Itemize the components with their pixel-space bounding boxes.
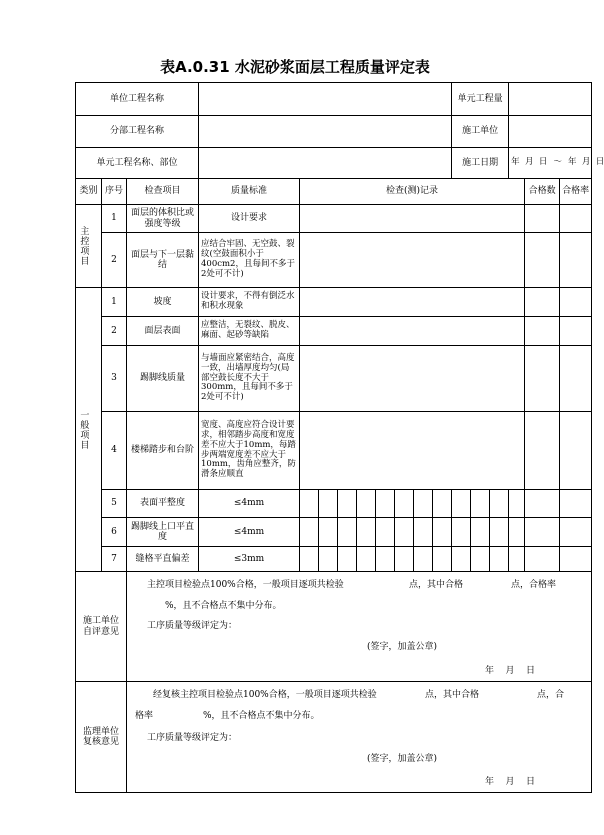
- unit-work-label: 单元工程量: [452, 83, 509, 116]
- pass-count-cell[interactable]: [525, 518, 560, 547]
- supervision-line1-b: 点，其中合格: [425, 690, 480, 700]
- supervision-line1-c: 点，合: [537, 690, 565, 700]
- col-pass-rate: 合格率: [560, 179, 592, 205]
- item-cell: 面层的体积比或强度等级: [127, 205, 199, 233]
- pass-count-cell[interactable]: [525, 205, 560, 233]
- table-row: [76, 490, 592, 518]
- pass-rate-cell[interactable]: [560, 288, 592, 317]
- construction-line1-b: 点，其中合格: [409, 580, 464, 590]
- item-cell: 踢脚线上口平直度: [127, 518, 199, 547]
- unit-work-value[interactable]: [509, 83, 592, 116]
- supervision-line2-b: %，且不合格点不集中分布。: [203, 711, 320, 721]
- supervision-signature: (签字，加盖公章): [367, 754, 438, 764]
- measure-cell[interactable]: [376, 518, 395, 547]
- form-title: 表A.0.31 水泥砂浆面层工程质量评定表: [160, 58, 430, 76]
- construction-opinion-label: 施工单位自评意见: [76, 572, 127, 682]
- measure-cell[interactable]: [357, 547, 376, 572]
- construction-line2: %，且不合格点不集中分布。: [165, 601, 282, 611]
- table-row: [76, 412, 592, 490]
- seq-cell: 2: [102, 233, 127, 288]
- construction-date: 年 月 日: [485, 666, 535, 676]
- standard-cell: 设计要求，不得有倒泛水和积水现象: [199, 288, 300, 317]
- records-cell[interactable]: [300, 233, 525, 288]
- supervision-date: 年 月 日: [485, 777, 535, 787]
- standard-cell: 设计要求: [199, 205, 300, 233]
- records-cell[interactable]: [300, 205, 525, 233]
- pass-count-cell[interactable]: [525, 547, 560, 572]
- table-row: [76, 547, 592, 572]
- pass-rate-cell[interactable]: [560, 346, 592, 412]
- measure-cell[interactable]: [490, 547, 509, 572]
- table-row: [76, 233, 592, 288]
- pass-rate-cell[interactable]: [560, 233, 592, 288]
- supervision-opinion-row: [76, 682, 592, 793]
- measure-cell[interactable]: [452, 490, 471, 518]
- sub-project-value[interactable]: [199, 116, 452, 148]
- item-cell: 缝格平直偏差: [127, 547, 199, 572]
- pass-count-cell[interactable]: [525, 412, 560, 490]
- header-row-unit-part: [76, 148, 592, 179]
- standard-cell: 与墙面应紧密结合，高度一致，出墙厚度均匀(局部空鼓长度不大于300mm，且每间不多于2处可不计): [199, 346, 300, 412]
- pass-count-cell[interactable]: [525, 288, 560, 317]
- measure-cell[interactable]: [509, 518, 525, 547]
- measure-cell[interactable]: [300, 518, 319, 547]
- supervision-line3: 工序质量等级评定为：: [147, 733, 238, 743]
- unit-project-label: 单位工程名称: [76, 83, 199, 116]
- measure-cell[interactable]: [452, 547, 471, 572]
- measure-cell[interactable]: [338, 547, 357, 572]
- column-header-row: [76, 179, 592, 205]
- pass-count-cell[interactable]: [525, 490, 560, 518]
- seq-cell: 1: [102, 205, 127, 233]
- seq-cell: 4: [102, 412, 127, 490]
- measure-cell[interactable]: [414, 518, 433, 547]
- measure-cell[interactable]: [357, 518, 376, 547]
- pass-rate-cell[interactable]: [560, 490, 592, 518]
- pass-count-cell[interactable]: [525, 317, 560, 346]
- pass-rate-cell[interactable]: [560, 547, 592, 572]
- col-item: 检查项目: [127, 179, 199, 205]
- measure-cell[interactable]: [471, 518, 490, 547]
- supervision-opinion-label: 监理单位复核意见: [76, 682, 127, 793]
- measure-cell[interactable]: [471, 547, 490, 572]
- item-cell: 踢脚线质量: [127, 346, 199, 412]
- header-row-sub-project: [76, 116, 592, 148]
- construction-date-label: 施工日期: [452, 148, 509, 179]
- unit-project-value[interactable]: [199, 83, 452, 116]
- item-cell: 表面平整度: [127, 490, 199, 518]
- measure-cell[interactable]: [319, 518, 338, 547]
- col-seq: 序号: [102, 179, 127, 205]
- header-row-unit-project: [76, 83, 592, 116]
- measure-cell[interactable]: [471, 490, 490, 518]
- measure-cell[interactable]: [509, 547, 525, 572]
- unit-name-part-value[interactable]: [199, 148, 452, 179]
- measure-cell[interactable]: [433, 490, 452, 518]
- standard-cell: ≤3mm: [199, 547, 300, 572]
- construction-opinion-content[interactable]: [127, 572, 592, 682]
- measure-cell[interactable]: [490, 490, 509, 518]
- standard-cell: 应整洁，无裂纹、脱皮、麻面、起砂等缺陷: [199, 317, 300, 346]
- measure-cell[interactable]: [338, 518, 357, 547]
- measure-cell[interactable]: [357, 490, 376, 518]
- table-row: [76, 205, 592, 233]
- pass-rate-cell[interactable]: [560, 518, 592, 547]
- standard-cell: ≤4mm: [199, 518, 300, 547]
- supervision-line1-a: 经复核主控项目检验点100%合格，一般项目逐项共检验: [153, 690, 377, 700]
- measure-cell[interactable]: [490, 518, 509, 547]
- seq-cell: 2: [102, 317, 127, 346]
- standard-cell: ≤4mm: [199, 490, 300, 518]
- item-cell: 面层与下一层黏结: [127, 233, 199, 288]
- construction-line1-a: 主控项目检验点100%合格，一般项目逐项共检验: [147, 580, 344, 590]
- seq-cell: 1: [102, 288, 127, 317]
- col-category: 类别: [76, 179, 102, 205]
- table-row: [76, 288, 592, 317]
- sub-project-label: 分部工程名称: [76, 116, 199, 148]
- measure-cell[interactable]: [376, 490, 395, 518]
- table-row: [76, 518, 592, 547]
- measure-cell[interactable]: [414, 490, 433, 518]
- measure-cell[interactable]: [376, 547, 395, 572]
- general-category-cell: 一般项目: [76, 288, 102, 572]
- records-cell[interactable]: [300, 317, 525, 346]
- pass-rate-cell[interactable]: [560, 205, 592, 233]
- table-row: [76, 346, 592, 412]
- construction-signature: (签字，加盖公章): [367, 642, 438, 652]
- pass-rate-cell[interactable]: [560, 317, 592, 346]
- item-cell: 坡度: [127, 288, 199, 317]
- measure-cell[interactable]: [433, 547, 452, 572]
- col-standard: 质量标准: [199, 179, 300, 205]
- item-cell: 楼梯踏步和台阶: [127, 412, 199, 490]
- measure-cell[interactable]: [395, 490, 414, 518]
- unit-name-part-label: 单元工程名称、部位: [76, 148, 199, 179]
- seq-cell: 7: [102, 547, 127, 572]
- measure-cell[interactable]: [414, 547, 433, 572]
- measure-cell[interactable]: [319, 490, 338, 518]
- pass-rate-cell[interactable]: [560, 412, 592, 490]
- table-row: [76, 317, 592, 346]
- item-cell: 面层表面: [127, 317, 199, 346]
- measure-cell[interactable]: [395, 518, 414, 547]
- col-pass-count: 合格数: [525, 179, 560, 205]
- construction-opinion-row: [76, 572, 592, 682]
- records-cell[interactable]: [300, 288, 525, 317]
- measure-cell[interactable]: [433, 518, 452, 547]
- standard-cell: 宽度、高度应符合设计要求，相邻踏步高度和宽度差不应大于10mm，每踏步两端宽度差不应大于10mm，齿角应整齐，防滑条应顺直: [199, 412, 300, 490]
- measure-cell[interactable]: [300, 547, 319, 572]
- supervision-opinion-content[interactable]: [127, 682, 592, 793]
- col-records: 检查(测)记录: [300, 179, 525, 205]
- measure-cell[interactable]: [319, 547, 338, 572]
- construction-unit-label: 施工单位: [452, 116, 509, 148]
- construction-unit-value[interactable]: [509, 116, 592, 148]
- measure-cell[interactable]: [395, 547, 414, 572]
- quality-assessment-table: [75, 82, 604, 793]
- measure-cell[interactable]: [452, 518, 471, 547]
- seq-cell: 6: [102, 518, 127, 547]
- pass-count-cell[interactable]: [525, 233, 560, 288]
- records-cell[interactable]: [300, 412, 525, 490]
- pass-count-cell[interactable]: [525, 346, 560, 412]
- measure-cell[interactable]: [338, 490, 357, 518]
- seq-cell: 5: [102, 490, 127, 518]
- seq-cell: 3: [102, 346, 127, 412]
- main-category-cell: 主控项目: [76, 205, 102, 288]
- construction-date-value[interactable]: 年 月 日 ～ 年 月 日: [509, 148, 592, 179]
- measure-cell[interactable]: [509, 490, 525, 518]
- construction-line3: 工序质量等级评定为：: [147, 621, 238, 631]
- construction-line1-c: 点，合格率: [511, 580, 557, 590]
- supervision-line2-a: 格率: [135, 711, 154, 721]
- standard-cell: 应结合牢固、无空鼓、裂纹(空鼓面积小于400cm2，且每间不多于2处可不计): [199, 233, 300, 288]
- records-cell[interactable]: [300, 346, 525, 412]
- measure-cell[interactable]: [300, 490, 319, 518]
